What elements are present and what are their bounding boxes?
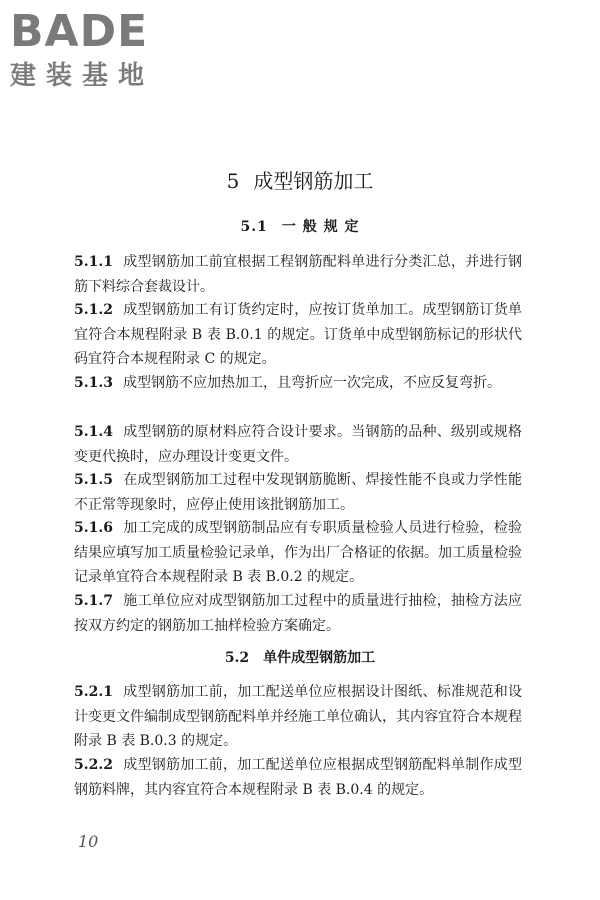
clause-5-1-3 [74,371,522,396]
clause-text: 加工完成的成型钢筋制品应有专职质量检验人员进行检验，检验结果应填写加工质量检验记录单，作为出厂合格证的依据。加工质量检验记录单宜符合本规程附录 B 表 B.0.2 的规定。 [74,520,522,585]
clause-text: 成型钢筋不应加热加工，且弯折应一次完成，不应反复弯折。 [122,375,501,391]
clause-5-1-4 [74,420,522,469]
clause-number: 5.1.5 [74,472,113,488]
clause-5-1-7 [74,589,522,638]
clause-number: 5.1.6 [74,520,113,536]
section-title-5-1 [0,216,600,236]
clause-5-2-1 [74,680,522,754]
bade-logo [10,8,180,98]
clause-number: 5.1.1 [74,254,113,270]
clause-number: 5.1.2 [74,302,113,318]
clause-number: 5.1.7 [74,593,113,609]
clause-number: 5.1.4 [74,424,113,440]
clause-5-1-1 [74,250,522,299]
clause-text: 在成型钢筋加工过程中发现钢筋脆断、焊接性能不良或力学性能不正常等现象时，应停止使用该批钢筋加工。 [74,472,522,513]
chapter-number: 5 [226,169,240,193]
clause-5-1-2 [74,298,522,372]
clause-5-1-5 [74,468,522,517]
clause-number: 5.2.1 [74,684,113,700]
section-title-text: 单件成型钢筋加工 [263,650,376,666]
section-number: 5.1 [240,219,268,235]
clause-text: 成型钢筋加工前，加工配送单位应根据设计图纸、标准规范和设计变更文件编制成型钢筋配料单并经施工单位确认，其内容宜符合本规程附录 B 表 B.0.3 的规定。 [74,684,522,749]
clause-text: 成型钢筋的原材料应符合设计要求。当钢筋的品种、级别或规格变更代换时，应办理设计变更文件。 [74,424,522,465]
section-number: 5.2 [224,650,250,666]
logo-subtitle: 建装基地 [10,61,155,91]
chapter-title-text: 成型钢筋加工 [253,169,374,193]
chapter-title [0,165,600,194]
logo-wordmark: BADE [10,6,149,57]
clause-number: 5.1.3 [74,375,113,391]
page-number: 10 [78,832,99,851]
clause-number: 5.2.2 [74,757,113,773]
clause-5-1-6 [74,516,522,590]
clause-5-2-2 [74,753,522,802]
clause-text: 成型钢筋加工前，加工配送单位应根据成型钢筋配料单制作成型钢筋料牌，其内容宜符合本规程附录 B 表 B.0.4 的规定。 [74,757,522,798]
section-title-5-2 [0,647,600,667]
clause-text: 施工单位应对成型钢筋加工过程中的质量进行抽检，抽检方法应按双方约定的钢筋加工抽样检验方案确定。 [74,593,522,634]
section-title-text: 一 般 规 定 [281,219,360,235]
clause-text: 成型钢筋加工有订货约定时，应按订货单加工。成型钢筋订货单宜符合本规程附录 B 表 B.0.1 的规定。订货单中成型钢筋标记的形状代码宜符合本规程附录 C 的规定。 [74,302,522,367]
clause-text: 成型钢筋加工前宜根据工程钢筋配料单进行分类汇总，并进行钢筋下料综合套裁设计。 [74,254,522,295]
